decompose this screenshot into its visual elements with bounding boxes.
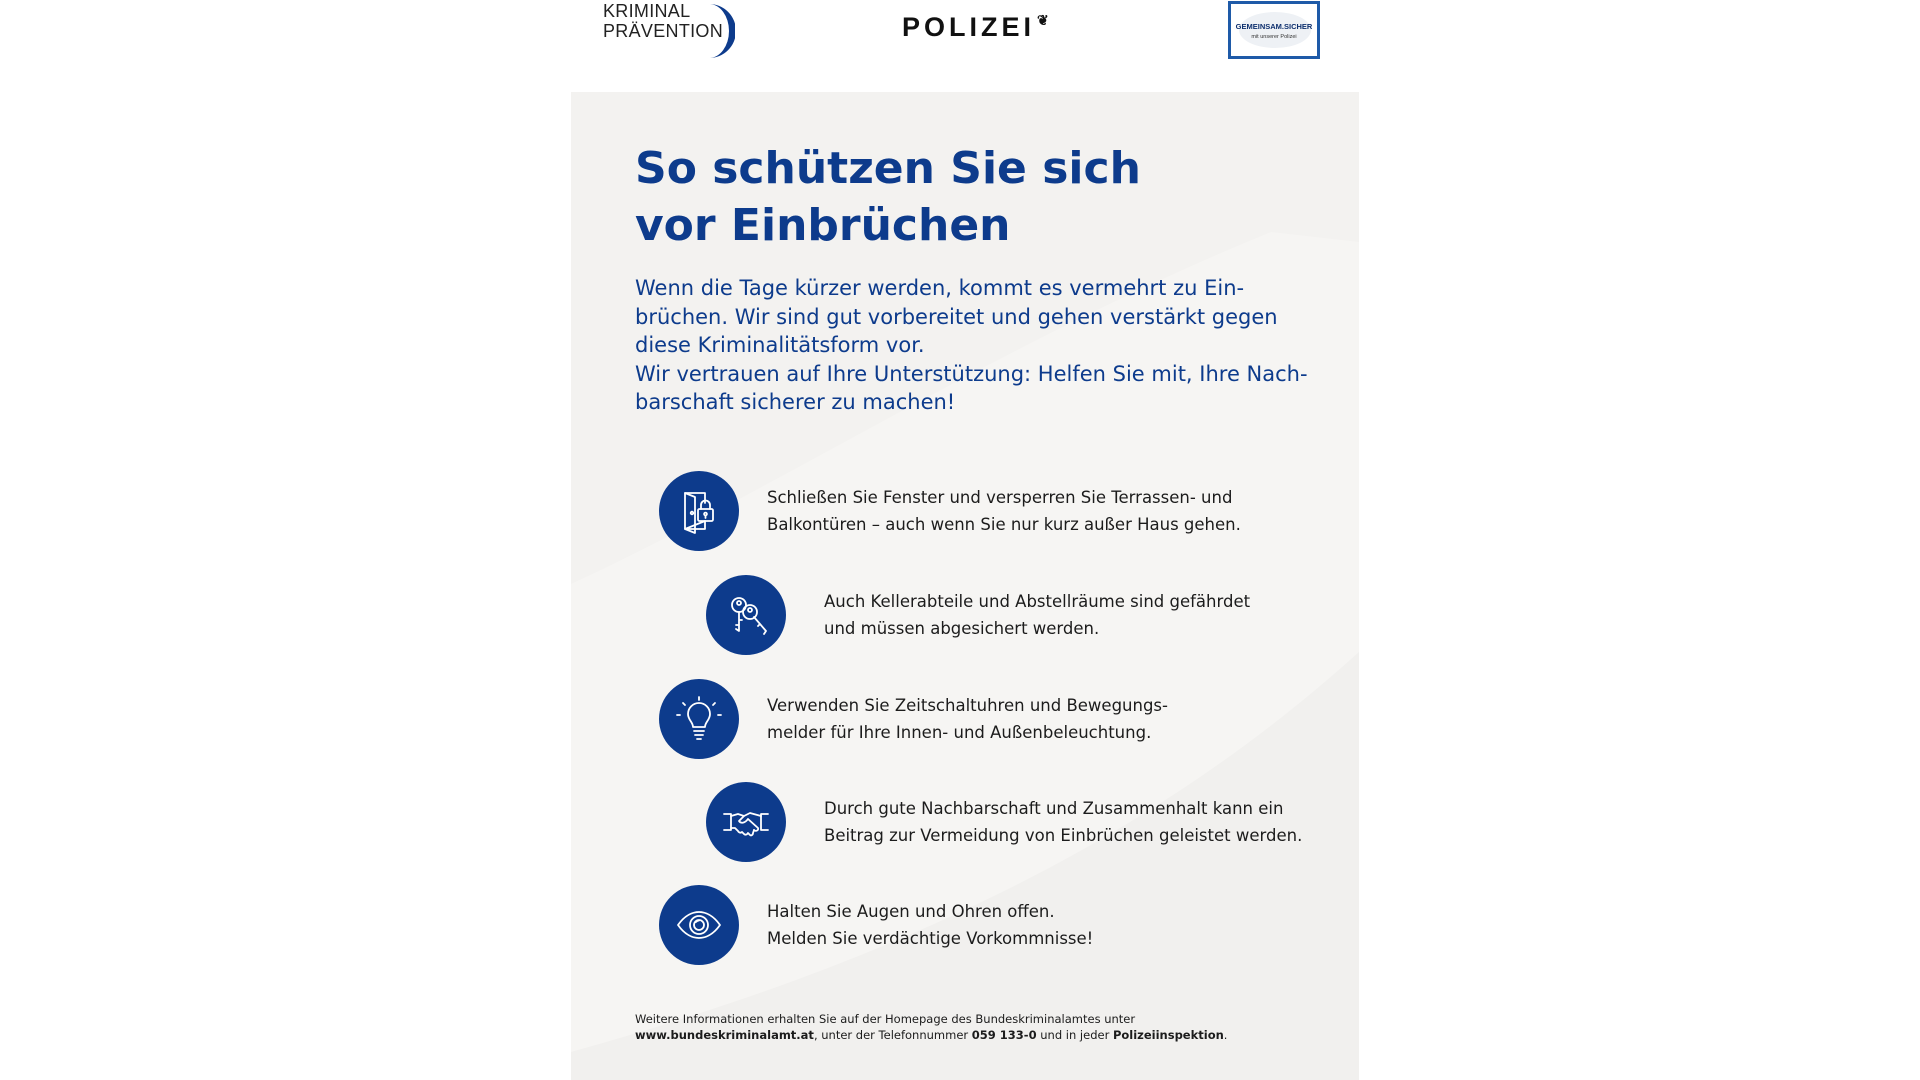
tip-item <box>659 471 1279 553</box>
kriminalpraevention-logo <box>601 0 741 62</box>
tip-text-line: Verwenden Sie Zeitschaltuhren und Bewegungs- <box>767 696 1168 715</box>
gemeinsam-sicher-title: GEMEINSAM.SICHER <box>1235 22 1313 31</box>
eye-icon <box>675 901 723 949</box>
police-station-text: Polizeiinspektion <box>1112 1028 1224 1042</box>
handshake-icon <box>722 798 770 846</box>
tip-item <box>706 782 1306 864</box>
tip-text-line: Auch Kellerabteile und Abstellräume sind gefährdet <box>824 592 1251 611</box>
keys-icon <box>722 591 770 639</box>
tip-icon-circle <box>659 679 739 759</box>
lightbulb-icon <box>675 695 723 743</box>
tip-text <box>767 692 1168 746</box>
footer-text: . <box>1223 1028 1228 1042</box>
tip-text-line: Melden Sie verdächtige Vorkommnisse! <box>767 929 1094 948</box>
intro-line: Wir vertrauen auf Ihre Unterstützung: Helfen Sie mit, Ihre Nach- <box>635 361 1308 386</box>
tip-text-line: Schließen Sie Fenster und versperren Sie Terrassen- und <box>767 488 1233 507</box>
title-line-2: vor Einbrüchen <box>635 200 1011 251</box>
tip-item <box>659 679 1279 761</box>
tip-text-line: Durch gute Nachbarschaft und Zusammenhalt kann ein <box>824 799 1284 818</box>
gemeinsam-sicher-subtitle: mit unserer Polizei <box>1251 34 1297 40</box>
tip-icon-circle <box>706 575 786 655</box>
tip-icon-circle <box>706 782 786 862</box>
website-link[interactable]: www.bundeskriminalamt.at <box>635 1028 814 1042</box>
footer-line-1: Weitere Informationen erhalten Sie auf der Homepage des Bundeskriminalamtes unter <box>635 1012 1136 1026</box>
tip-text <box>824 795 1302 849</box>
tip-text-line: melder für Ihre Innen- und Außenbeleuchtung. <box>767 723 1152 742</box>
intro-line: brüchen. Wir sind gut vorbereitet und gehen verstärkt gegen <box>635 304 1278 329</box>
eagle-icon: ❦ <box>1037 12 1049 28</box>
intro-line: barschaft sicherer zu machen! <box>635 390 956 414</box>
polizei-logo <box>902 12 1049 42</box>
kriminal-logo-line2: PRÄVENTION <box>603 21 724 41</box>
door-lock-icon <box>675 487 723 535</box>
poster <box>571 92 1359 1080</box>
footer-text: und in jeder <box>1036 1028 1113 1042</box>
tip-text <box>767 898 1093 952</box>
tip-icon-circle <box>659 471 739 551</box>
tip-text-line: Balkontüren – auch wenn Sie nur kurz außer Haus gehen. <box>767 515 1241 534</box>
crescent-icon <box>705 2 735 60</box>
tip-text-line: und müssen abgesichert werden. <box>824 619 1100 638</box>
tip-item <box>706 575 1306 657</box>
kriminal-logo-line1: KRIMINAL <box>603 1 691 21</box>
tip-icon-circle <box>659 885 739 965</box>
gemeinsam-sicher-logo <box>1228 1 1320 59</box>
intro-line: Wenn die Tage kürzer werden, kommt es vermehrt zu Ein- <box>635 276 1245 300</box>
tip-text <box>824 588 1250 642</box>
tip-text-line: Beitrag zur Vermeidung von Einbrüchen geleistet werden. <box>824 826 1303 845</box>
page-title <box>635 140 1335 254</box>
footer-text: , unter der Telefonnummer <box>813 1028 972 1042</box>
tip-item <box>659 885 1279 967</box>
tip-text-line: Halten Sie Augen und Ohren offen. <box>767 902 1055 921</box>
title-line-1: So schützen Sie sich <box>635 143 1141 194</box>
intro-paragraph <box>635 274 1335 417</box>
intro-line: diese Kriminalitätsform vor. <box>635 333 925 357</box>
polizei-wordmark: POLIZEI <box>902 12 1036 42</box>
phone-number: 059 133-0 <box>971 1028 1037 1042</box>
tip-text <box>767 484 1241 538</box>
footer-note <box>635 1011 1335 1043</box>
footer-line-2 <box>635 1027 1335 1043</box>
